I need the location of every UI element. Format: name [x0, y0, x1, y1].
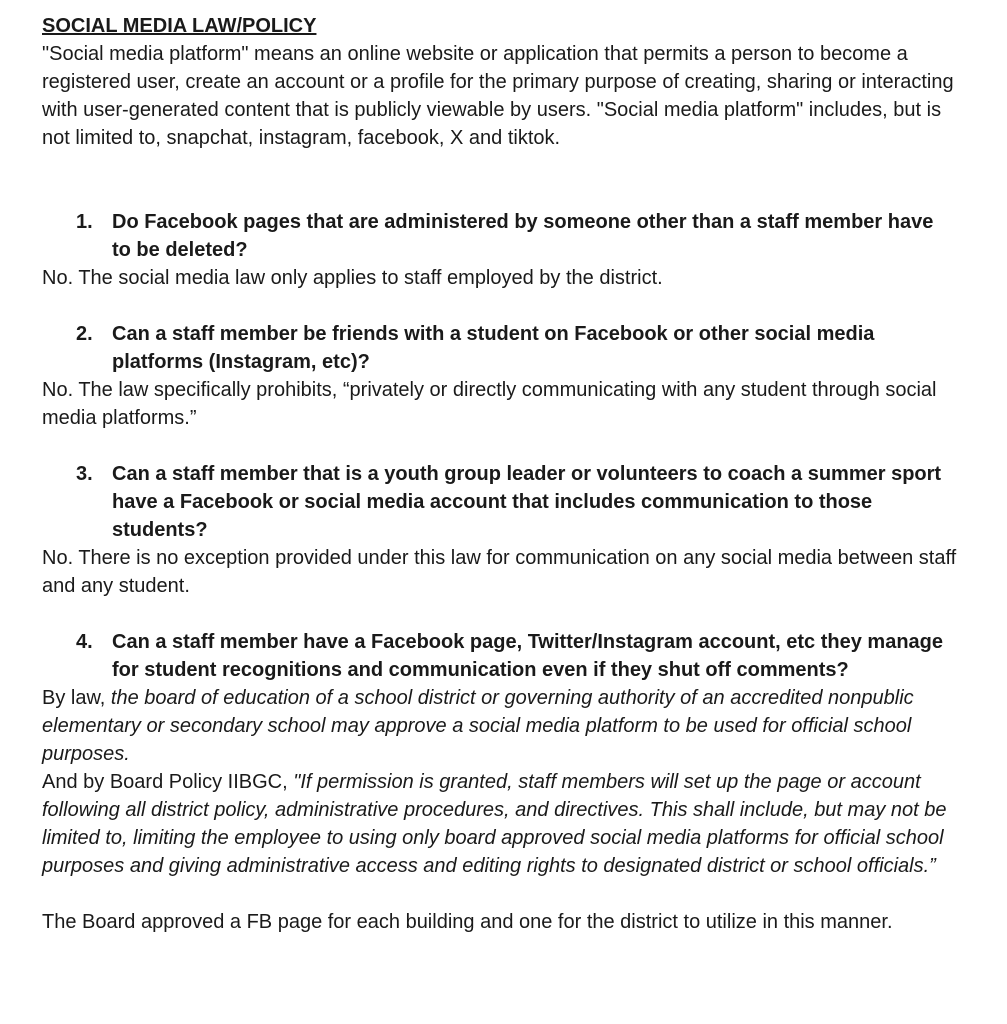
question-4 — [76, 628, 957, 684]
answer-4-policy — [42, 768, 957, 880]
definition-paragraph: "Social media platform" means an online website or application that permits a person to become a registered user, create an account or a profile for the primary purpose of creating, sharing or interacting with user-generated content that is publicly viewable by users. "Social media platform" includes, but is not limited to, snapchat, instagram, facebook, X and tiktok. — [42, 43, 954, 149]
answer-law-quote: the board of education of a school district or governing authority of an accredited nonpublic elementary or secondary school may approve a social media platform to be used for official school purposes. — [42, 687, 914, 765]
question-text: Can a staff member have a Facebook page, Twitter/Instagram account, etc they manage for student recognitions and communication even if they shut off comments? — [112, 631, 943, 681]
question-2 — [76, 320, 957, 376]
question-1 — [76, 208, 957, 264]
question-number: 1. — [76, 211, 93, 233]
question-3 — [76, 460, 957, 544]
question-number: 3. — [76, 463, 93, 485]
question-text: Can a staff member be friends with a student on Facebook or other social media platforms (Instagram, etc)? — [112, 323, 875, 373]
answer-1: No. The social media law only applies to staff employed by the district. — [42, 267, 663, 289]
question-text: Can a staff member that is a youth group leader or volunteers to coach a summer sport have a Facebook or social media account that includes communication to those students? — [112, 463, 942, 541]
document-title: SOCIAL MEDIA LAW/POLICY — [42, 15, 317, 37]
answer-4-law — [42, 684, 957, 768]
question-number: 4. — [76, 631, 93, 653]
policy-quote: "If permission is granted, staff members will set up the page or account following all district policy, administrative procedures, and directives. This shall include, but may not be limited to, limiting the employee to using only board approved social media platforms for official school purposes and giving administrative access and editing rights to designated district or school officials.” — [42, 771, 947, 877]
policy-lead: And by Board Policy IIBGC, — [42, 771, 294, 793]
answer-3: No. There is no exception provided under this law for communication on any social media between staff and any student. — [42, 547, 957, 597]
answer-2: No. The law specifically prohibits, “privately or directly communicating with any student through social media platforms.” — [42, 379, 937, 429]
closing-paragraph: The Board approved a FB page for each building and one for the district to utilize in this manner. — [42, 911, 893, 933]
question-number: 2. — [76, 323, 93, 345]
question-text: Do Facebook pages that are administered by someone other than a staff member have to be deleted? — [112, 211, 934, 261]
answer-lead: By law, — [42, 687, 111, 709]
